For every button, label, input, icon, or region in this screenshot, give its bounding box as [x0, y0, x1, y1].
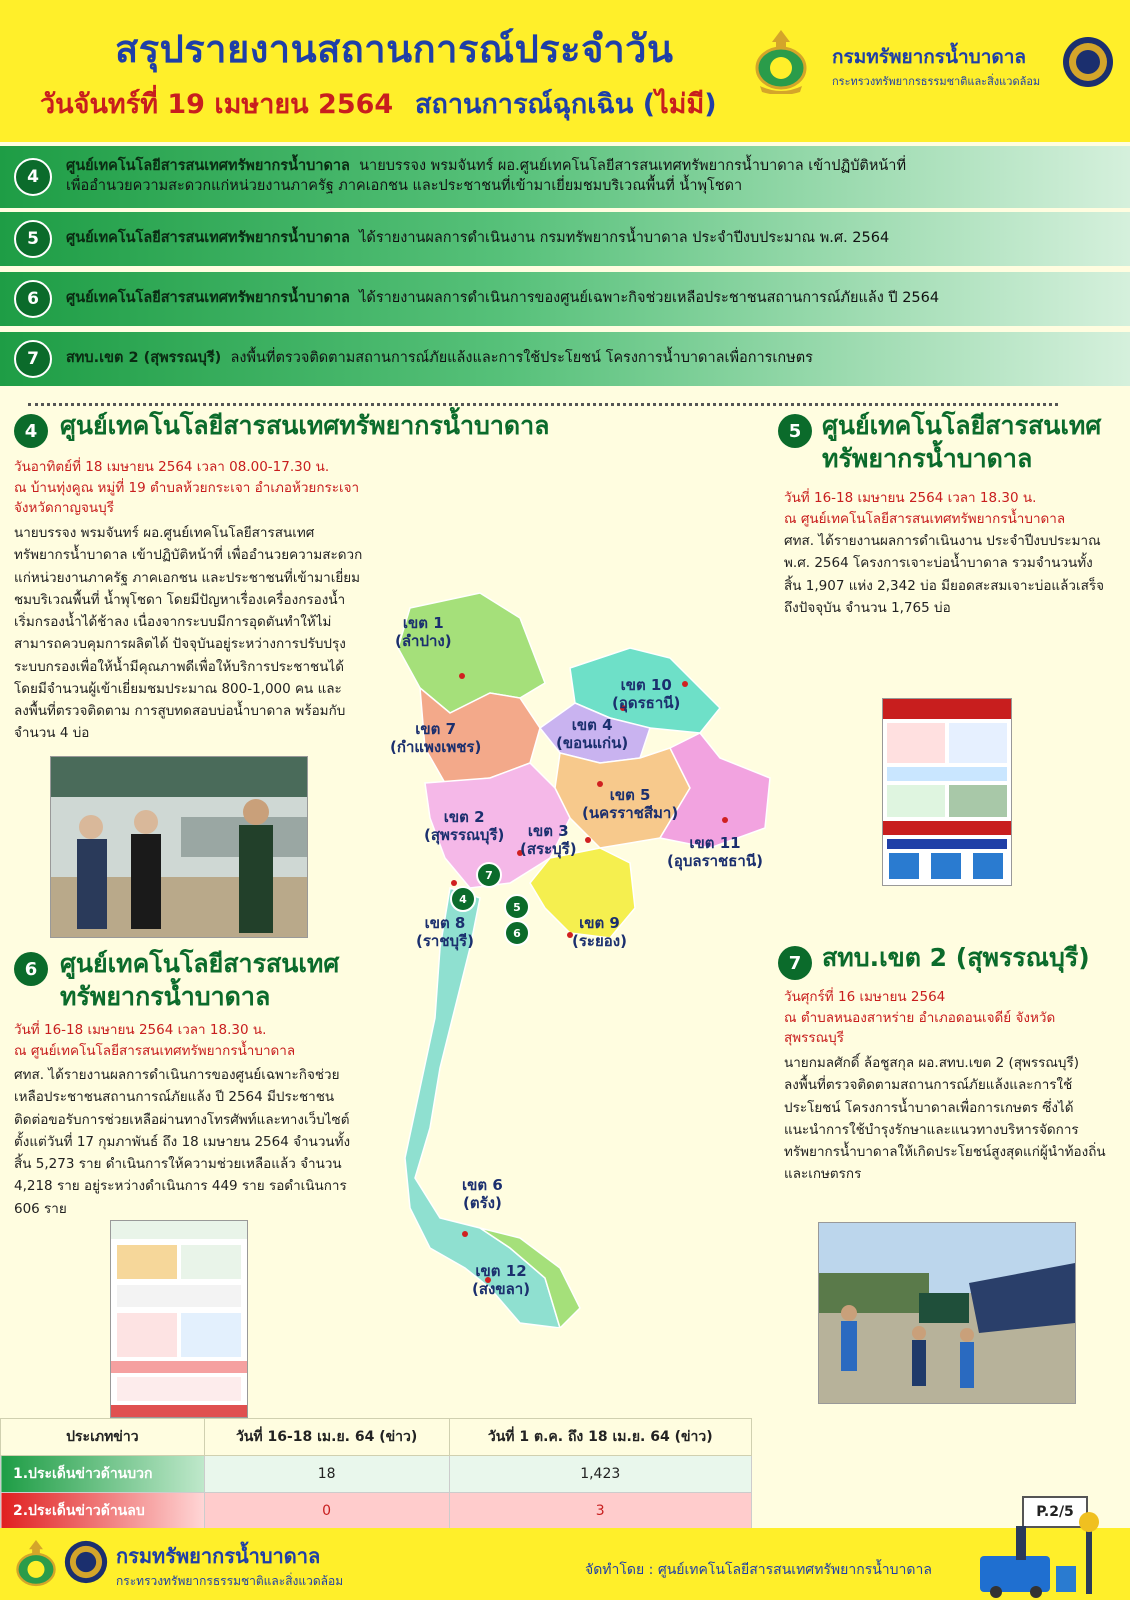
section-6-infographic: [110, 1220, 248, 1418]
map-marker: [682, 681, 688, 687]
summary-text: ศูนย์เทคโนโลยีสารสนเทศทรัพยากรน้ำบาดาล ได้รายงานผลการดำเนินงาน กรมทรัพยากรน้ำบาดาล ประจำปีงบประมาณ พ.ศ. 2564: [66, 230, 890, 247]
news-type: 1.ประเด็นข่าวด้านบวก: [1, 1456, 205, 1493]
summary-number: 4: [14, 158, 52, 196]
report-date: วันจันทร์ที่ 19 เมษายน 2564: [40, 89, 394, 120]
section-5-body: ศทส. ได้รายงานผลการดำเนินงาน ประจำปีงบประมาณ พ.ศ. 2564 โครงการเจาะบ่อน้ำบาดาล รวมจำนวนทั้งสิ้น 1,907 แห่ง 2,342 บ่อ มียอดสะสมเจาะบ่อแล้วเสร็จถึงปัจจุบัน จำนวน 1,765 บ่อ: [784, 533, 1105, 616]
section-7-date: วันศุกร์ที่ 16 เมษายน 2564: [784, 989, 946, 1005]
section-6-date: วันที่ 16-18 เมษายน 2564 เวลา 18.30 น.: [14, 1022, 267, 1038]
divider: [28, 403, 1058, 406]
section-4-photo: [50, 756, 308, 938]
news-recent: 18: [204, 1456, 449, 1493]
map-pin-7: 7: [476, 862, 502, 888]
table-header-row: [1, 1419, 752, 1456]
section-5-date: วันที่ 16-18 เมษายน 2564 เวลา 18.30 น.: [784, 490, 1037, 506]
status-value: ไม่มี: [655, 89, 705, 120]
footer-org-name: กรมทรัพยากรน้ำบาดาล: [116, 1544, 321, 1568]
map-marker: [585, 837, 591, 843]
map-label-zone10: เขต 10 (อุดรธานี): [612, 676, 681, 712]
section-7-body: นายกมลศักดิ์ ล้อชูสกุล ผอ.สทบ.เขต 2 (สุพรรณบุรี) ลงพื้นที่ตรวจติดตามสถานการณ์ภัยแล้งและการใช้ประโยชน์ โครงการน้ำบาดาลเพื่อการเกษตร ซึ่งได้แนะนำการใช้บำรุงรักษาและแนวทางบริหารจัดการทรัพยากรน้ำบาดาลให้เกิดประโยชน์สูงสุดแก่ผู้นำท้องถิ่นและเกษตรกร: [784, 1055, 1106, 1183]
map-label-zone4: เขต 4 (ขอนแก่น): [556, 716, 629, 752]
drilling-truck-icon: [976, 1506, 1126, 1598]
summary-text: ศูนย์เทคโนโลยีสารสนเทศทรัพยากรน้ำบาดาล นายบรรจง พรมจันทร์ ผอ.ศูนย์เทคโนโลยีสารสนเทศทรัพยากรน้ำบาดาล เข้าปฏิบัติหน้าที่ เพื่ออำนวยความสะดวกแก่หน่วยงานภาครัฐ ภาคเอกชน และประชาชนที่เข้ามาเยี่ยมชมบริเวณพื้นที่ น้ำพุโชดา: [66, 158, 906, 194]
map-label-zone12: เขต 12 (สงขลา): [472, 1262, 531, 1298]
section-4-date: วันอาทิตย์ที่ 18 เมษายน 2564 เวลา 08.00-17.30 น.: [14, 459, 330, 475]
department-emblem-icon: [750, 28, 812, 94]
table-header: วันที่ 1 ต.ค. ถึง 18 เม.ย. 64 (ข่าว): [449, 1419, 752, 1456]
section-6-body: ศทส. ได้รายงานผลการดำเนินการของศูนย์เฉพาะกิจช่วยเหลือประชาชนสถานการณ์ภัยแล้ง ปี 2564 มีประชาชนติดต่อขอรับการช่วยเหลือผ่านทางโทรศัพท์และทางเว็บไซต์ ตั้งแต่วันที่ 17 กุมภาพันธ์ ถึง 18 เมษายน 2564 จำนวนทั้งสิ้น 5,273 ราย ดำเนินการให้ความช่วยเหลือแล้ว จำนวน 4,218 ราย อยู่ระหว่างดำเนินการ 449 ราย รอดำเนินการ 606 ราย: [14, 1067, 351, 1217]
news-recent: 0: [204, 1493, 449, 1530]
summary-number: 5: [14, 220, 52, 258]
map-label-zone6: เขต 6 (ตรัง): [462, 1176, 503, 1212]
map-label-zone5: เขต 5 (นครราชสีมา): [582, 786, 679, 822]
map-label-zone2: เขต 2 (สุพรรณบุรี): [424, 808, 505, 844]
footer-ministry: กระทรวงทรัพยากรธรรมชาติและสิ่งแวดล้อม: [116, 1574, 344, 1588]
map-label-zone1: เขต 1 (ลำปาง): [395, 614, 452, 650]
section-6-place: ณ ศูนย์เทคโนโลยีสารสนเทศทรัพยากรน้ำบาดาล: [14, 1043, 296, 1059]
map-label-zone7: เขต 7 (กำแพงเพชร): [390, 720, 482, 756]
section-6-title: ศูนย์เทคโนโลยีสารสนเทศ ทรัพยากรน้ำบาดาล: [60, 949, 340, 1011]
summary-number: 7: [14, 340, 52, 378]
summary-item-7: [0, 332, 1130, 386]
ministry-name: กระทรวงทรัพยากรธรรมชาติและสิ่งแวดล้อม: [832, 75, 1041, 88]
footer-emblem-icon: [12, 1536, 60, 1592]
summary-item-5: [0, 212, 1130, 266]
table-row: [1, 1493, 752, 1530]
news-summary-table: [0, 1418, 752, 1530]
map-pin-6: 6: [504, 920, 530, 946]
status-suffix: ): [704, 89, 717, 120]
section-5-title: ศูนย์เทคโนโลยีสารสนเทศ ทรัพยากรน้ำบาดาล: [822, 411, 1102, 473]
ministry-seal-icon: [1062, 36, 1114, 88]
map-marker: [722, 817, 728, 823]
summary-item-4: [0, 146, 1130, 208]
thailand-map: [370, 588, 790, 1328]
section-5-number: 5: [778, 414, 812, 448]
section-6-number: 6: [14, 952, 48, 986]
summary-text: สทบ.เขต 2 (สุพรรณบุรี) ลงพื้นที่ตรวจติดตามสถานการณ์ภัยแล้งและการใช้ประโยชน์ โครงการน้ำบาดาลเพื่อการเกษตร: [66, 350, 813, 367]
map-pin-4: 4: [450, 886, 476, 912]
map-marker: [459, 673, 465, 679]
status-prefix: สถานการณ์ฉุกเฉิน (: [415, 89, 656, 120]
footer-made-by: จัดทำโดย : ศูนย์เทคโนโลยีสารสนเทศทรัพยากรน้ำบาดาล: [585, 1562, 932, 1578]
section-7-photo: [818, 1222, 1076, 1404]
section-5-place: ณ ศูนย์เทคโนโลยีสารสนเทศทรัพยากรน้ำบาดาล: [784, 511, 1066, 527]
news-type: 2.ประเด็นข่าวด้านลบ: [1, 1493, 205, 1530]
section-4-place: ณ บ้านทุ่งคูณ หมู่ที่ 19 ตำบลห้วยกระเจา อำเภอห้วยกระเจา จังหวัดกาญจนบุรี: [14, 480, 360, 517]
map-label-zone11: เขต 11 (อุบลราชธานี): [667, 834, 763, 870]
footer-seal-icon: [64, 1540, 108, 1584]
map-marker: [462, 1231, 468, 1237]
section-4-body: นายบรรจง พรมจันทร์ ผอ.ศูนย์เทคโนโลยีสารสนเทศทรัพยากรน้ำบาดาล เข้าปฏิบัติหน้าที่ เพื่ออำนวยความสะดวกแก่หน่วยงานภาครัฐ ภาคเอกชน และประชาชนที่เข้ามาเยี่ยมชมบริเวณพื้นที่ น้ำพุโชดา โดยมีปัญหาเรื่องเครื่องกรองน้ำเริ่มกรองน้ำได้ช้าลง เนื่องจากระบบมีการอุดตันทำให้ไม่สามารถควบคุมการผลิตได้ ปัจจุบันอยู่ระหว่างการปรับปรุงระบบกรองเพื่อให้น้ำมีคุณภาพดีเพื่อให้บริการประชาชนได้ โดยมีจำนวนผู้เข้าเยี่ยมชมประมาณ 800-1,000 คน และลงพื้นที่ตรวจติดตาม การสูบทดสอบบ่อน้ำบาดาล พร้อมกับจำนวน 4 บ่อ: [14, 525, 363, 742]
summary-text: ศูนย์เทคโนโลยีสารสนเทศทรัพยากรน้ำบาดาล ได้รายงานผลการดำเนินการของศูนย์เฉพาะกิจช่วยเหลือประชาชนสถานการณ์ภัยแล้ง ปี 2564: [66, 290, 940, 307]
map-label-zone9: เขต 9 (ระยอง): [572, 914, 627, 950]
page-number: P.2/5: [1022, 1496, 1088, 1528]
section-7-place: ณ ตำบลหนองสาหร่าย อำเภอดอนเจดีย์ จังหวัดสุพรรณบุรี: [784, 1010, 1056, 1047]
news-total: 3: [449, 1493, 752, 1530]
news-total: 1,423: [449, 1456, 752, 1493]
summary-number: 6: [14, 280, 52, 318]
section-4-title: ศูนย์เทคโนโลยีสารสนเทศทรัพยากรน้ำบาดาล: [60, 411, 550, 440]
map-pin-5: 5: [504, 894, 530, 920]
table-row: [1, 1456, 752, 1493]
page-title: สรุปรายงานสถานการณ์ประจำวัน: [115, 27, 674, 71]
map-label-zone8: เขต 8 (ราชบุรี): [416, 914, 474, 950]
table-header: ประเภทข่าว: [1, 1419, 205, 1456]
section-7-number: 7: [778, 946, 812, 980]
summary-item-6: [0, 272, 1130, 326]
map-marker: [451, 880, 457, 886]
section-4-number: 4: [14, 414, 48, 448]
section-5-infographic: [882, 698, 1012, 886]
emergency-status: [415, 82, 717, 125]
table-header: วันที่ 16-18 เม.ย. 64 (ข่าว): [204, 1419, 449, 1456]
org-name: กรมทรัพยากรน้ำบาดาล: [832, 46, 1027, 68]
section-7-title: สทบ.เขต 2 (สุพรรณบุรี): [822, 943, 1090, 972]
map-label-zone3: เขต 3 (สระบุรี): [520, 822, 577, 858]
